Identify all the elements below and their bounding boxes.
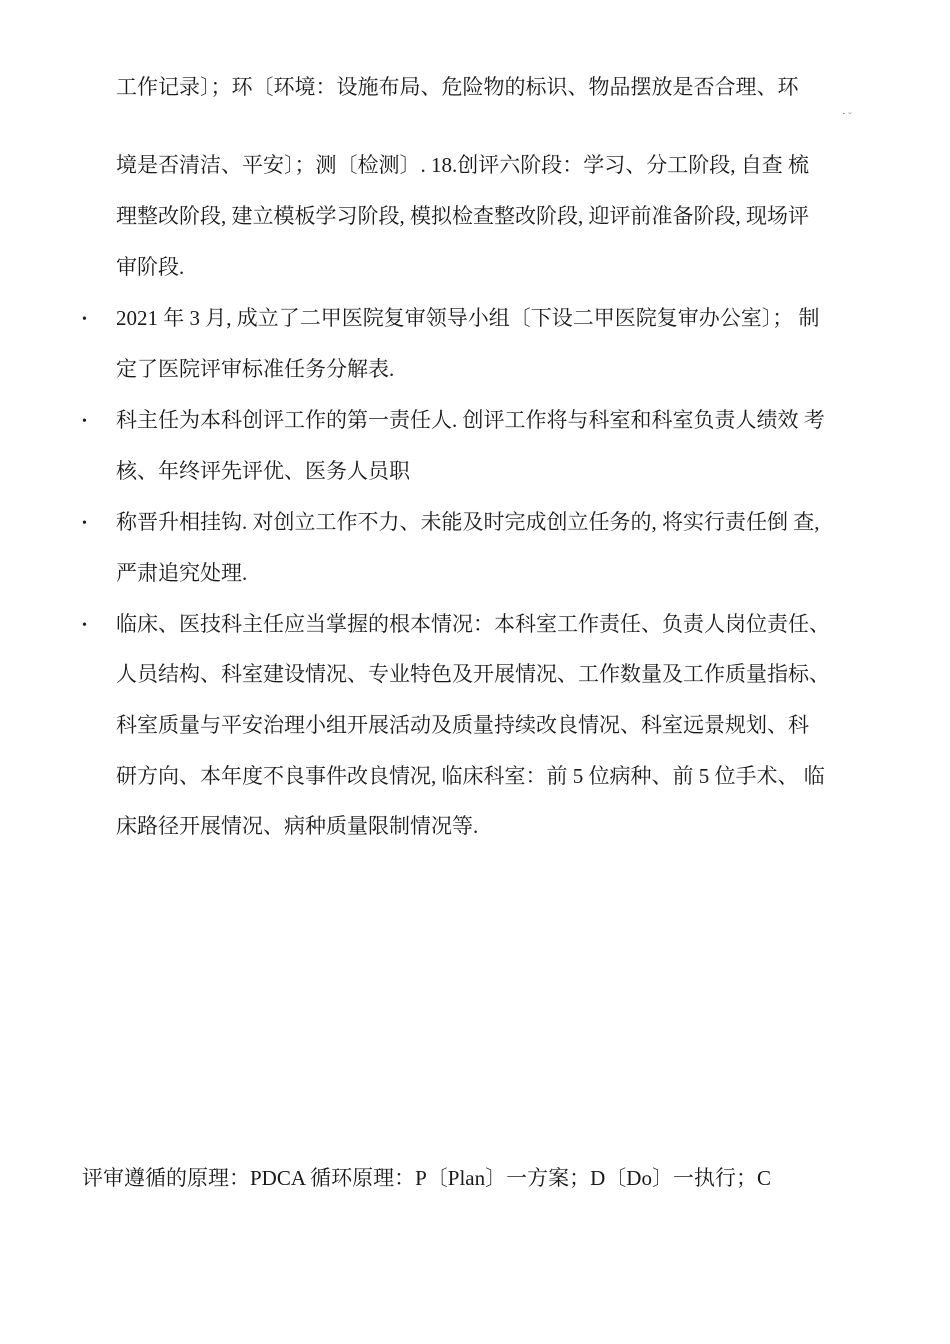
footer-text-line: 评审遵循的原理：PDCA 循环原理：P〔Plan〕一方案；D〔Do〕一执行；C (82, 1166, 771, 1190)
text-line: 研方向、本年度不良事件改良情况, 临床科室：前 5 位病种、前 5 位手术、 临 (116, 764, 825, 788)
text-line: 科室质量与平安治理小组开展活动及质量持续改良情况、科室远景规划、科 (116, 713, 809, 737)
text-line: 理整改阶段, 建立模板学习阶段, 模拟检查整改阶段, 迎评前准备阶段, 现场评 (116, 204, 809, 228)
text-line: 科主任为本科创评工作的第一责任人. 创评工作将与科室和科室负责人绩效 考 (116, 408, 825, 432)
text-line: 定了医院评审标准任务分解表. (116, 357, 395, 381)
text-line: 临床、医技科主任应当掌握的根本情况：本科室工作责任、负责人岗位责任、 (116, 612, 830, 636)
text-line: 严肃追究处理. (116, 561, 248, 585)
scan-artifact-mark: · ᵕ (842, 108, 852, 120)
text-line: 核、年终评先评优、医务人员职 (116, 459, 410, 483)
text-line: 人员结构、科室建设情况、专业特色及开展情况、工作数量及工作质量指标、 (116, 662, 830, 686)
text-line: 审阶段. (116, 255, 185, 279)
text-line: 境是否清洁、平安〕；测〔检测〕. 18.创评六阶段：学习、分工阶段, 自查 梳 (116, 153, 809, 177)
text-line: 工作记录〕；环〔环境：设施布局、危险物的标识、物品摆放是否合理、环 (116, 75, 799, 99)
bullet-icon: • (82, 618, 87, 633)
text-line: 2021 年 3 月, 成立了二甲医院复审领导小组〔下设二甲医院复审办公室〕； 制 (116, 306, 820, 330)
bullet-icon: • (82, 312, 87, 327)
text-line: 称晋升相挂钩. 对创立工作不力、未能及时完成创立任务的, 将实行责任倒 查, (116, 510, 820, 534)
text-line: 床路径开展情况、病种质量限制情况等. (116, 814, 479, 838)
bullet-icon: • (82, 414, 87, 429)
bullet-icon: • (82, 516, 87, 531)
